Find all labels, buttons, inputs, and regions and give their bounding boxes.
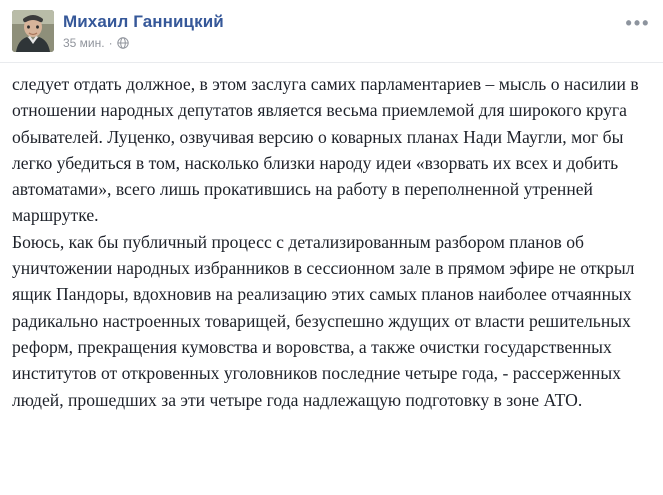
globe-icon[interactable] — [117, 37, 129, 49]
post-body — [0, 63, 663, 413]
ellipsis-glyph: ••• — [625, 13, 651, 33]
user-avatar-photo — [12, 10, 54, 52]
post-header-text — [63, 10, 224, 50]
post-paragraph: следует отдать должное, в этом заслуга самих парламентариев – мысль о насилии в отношении народных депутатов является весьма приемлемой для широкого круга обывателей. Луценко, озвучивая версию о коварных планах Нади Маугли, мог бы легко убедиться в том, насколько близки народу идеи «взорвать их всех и добить автоматами», всего лишь прокатившись на работу в переполненной утренней маршрутке. — [12, 74, 639, 226]
post-paragraph: Боюсь, как бы публичный процесс с детализированным разбором планов об уничтожении народных избранников в сессионном зале в прямом эфире не открыл ящик Пандоры, вдохновив на реализацию этих самых планов наиболее отчаянных радикально настроенных товарищей, безуспешно ждущих от власти решительных реформ, прекращения кумовства и воровства, а также очистки государственных институтов от откровенных уголовников последние четыре года, - рассерженных людей, прошедших за эти четыре года надлежащую подготовку в зоне АТО. — [12, 231, 635, 410]
post-timestamp[interactable]: 35 мин. — [63, 36, 105, 50]
ellipsis-icon[interactable] — [625, 14, 651, 32]
meta-separator: · — [108, 36, 113, 50]
post-header — [0, 0, 663, 56]
post-meta — [63, 36, 224, 50]
author-name[interactable]: Михаил Ганницкий — [63, 12, 224, 31]
avatar[interactable] — [12, 10, 54, 52]
